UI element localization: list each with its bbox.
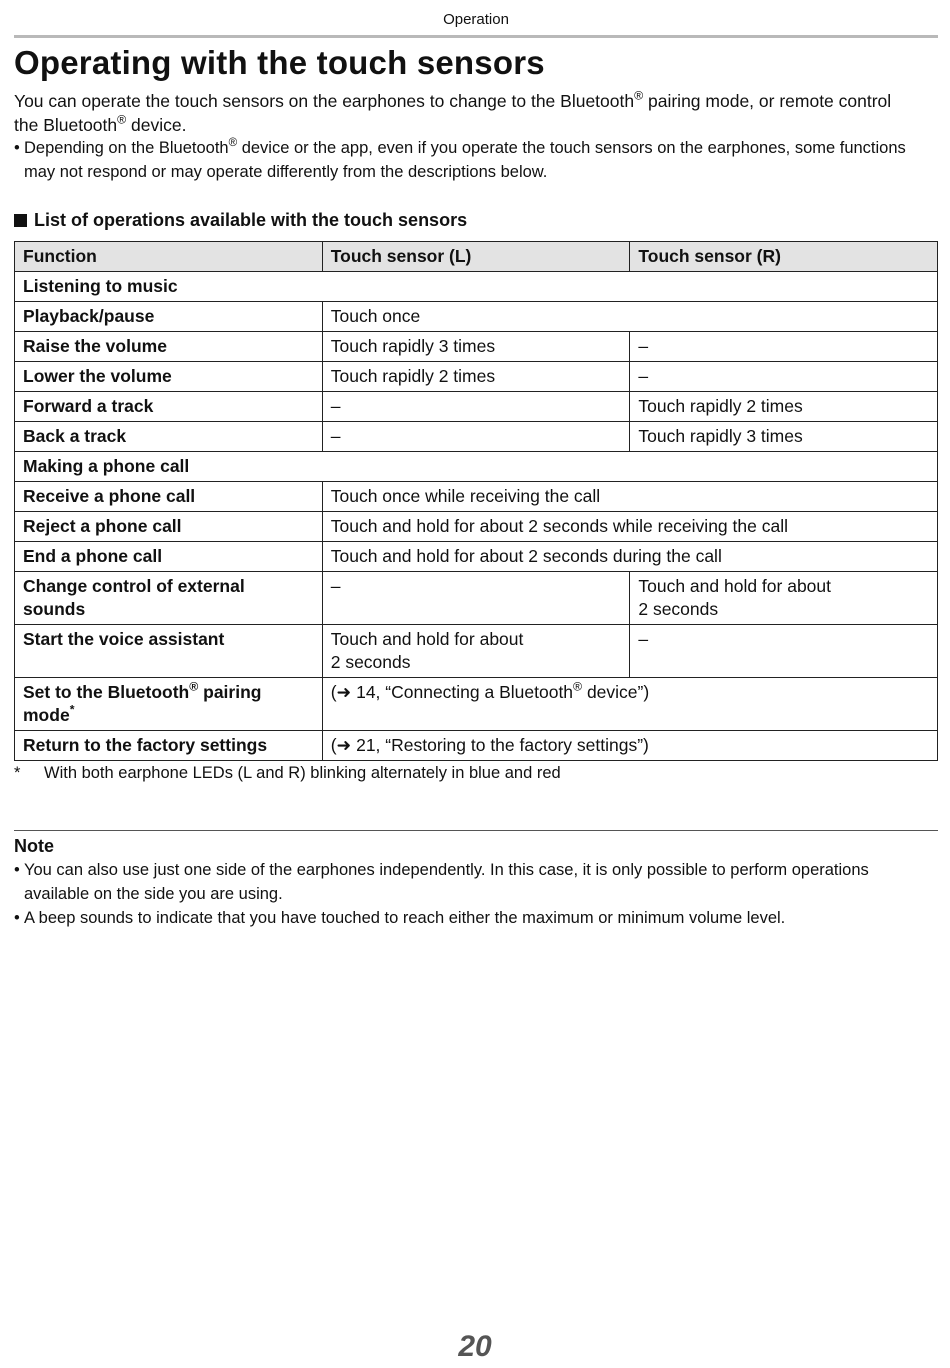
column-header-function: Function — [15, 242, 323, 272]
table-row — [15, 625, 938, 678]
function-cell: Reject a phone call — [15, 512, 323, 542]
both-sensors-cell: Touch once — [322, 302, 937, 332]
table-row — [15, 482, 938, 512]
registered-mark: ® — [573, 679, 583, 694]
both-sensors-cell: Touch and hold for about 2 seconds during the call — [322, 542, 937, 572]
function-cell: Lower the volume — [15, 362, 323, 392]
footnote-text: With both earphone LEDs (L and R) blinking alternately in blue and red — [44, 764, 561, 782]
intro-bullet: • Depending on the Bluetooth® device or the app, even if you operate the touch sensors on the earphones, some functions may not respond or may operate differently from the descriptions below. — [14, 136, 916, 184]
function-cell: End a phone call — [15, 542, 323, 572]
function-cell: Set to the Bluetooth® pairing mode* — [15, 678, 323, 731]
operations-list-heading — [14, 208, 467, 232]
intro-text-2: pairing mode, or remote control the Bluetooth — [14, 91, 892, 135]
table-header-row — [15, 242, 938, 272]
function-cell: Start the voice assistant — [15, 625, 323, 678]
left-sensor-cell: Touch rapidly 2 times — [322, 362, 630, 392]
column-header-left-sensor: Touch sensor (L) — [322, 242, 630, 272]
table-row — [15, 302, 938, 332]
registered-mark: ® — [117, 112, 127, 127]
function-cell: Back a track — [15, 422, 323, 452]
operations-list-title: List of operations available with the touch sensors — [34, 210, 468, 230]
left-sensor-cell: – — [322, 422, 630, 452]
note-item: • A beep sounds to indicate that you have touched to reach either the maximum or minimum volume level. — [14, 906, 916, 930]
group-listening-to-music: Listening to music — [15, 272, 938, 302]
left-sensor-cell: Touch and hold for about 2 seconds — [322, 625, 630, 678]
registered-mark: ® — [189, 679, 199, 694]
table-group-row — [15, 272, 938, 302]
page-number: 20 — [458, 1330, 492, 1363]
table-row — [15, 392, 938, 422]
right-sensor-cell: – — [630, 625, 938, 678]
page-title: Operating with the touch sensors — [14, 44, 545, 81]
header-divider — [14, 35, 938, 38]
function-cell: Change control of external sounds — [15, 572, 323, 625]
function-cell: Raise the volume — [15, 332, 323, 362]
right-sensor-cell: Touch and hold for about 2 seconds — [630, 572, 938, 625]
function-cell: Forward a track — [15, 392, 323, 422]
right-sensor-cell: Touch rapidly 2 times — [630, 392, 938, 422]
function-cell: Receive a phone call — [15, 482, 323, 512]
left-sensor-cell: Touch rapidly 3 times — [322, 332, 630, 362]
intro-bullets — [14, 136, 916, 184]
table-row — [15, 572, 938, 625]
table-row — [15, 678, 938, 731]
right-sensor-cell: – — [630, 362, 938, 392]
both-sensors-cell: Touch once while receiving the call — [322, 482, 937, 512]
table-footnote — [14, 762, 561, 784]
intro-text-1: You can operate the touch sensors on the earphones to change to the Bluetooth — [14, 91, 635, 111]
right-sensor-cell: Touch rapidly 3 times — [630, 422, 938, 452]
intro-paragraph — [14, 89, 916, 137]
table-row — [15, 542, 938, 572]
table-row — [15, 512, 938, 542]
note-divider — [14, 830, 938, 831]
page-section-header: Operation — [443, 11, 509, 28]
registered-mark: ® — [634, 88, 644, 103]
function-cell: Playback/pause — [15, 302, 323, 332]
function-cell: Return to the factory settings — [15, 731, 323, 761]
table-row — [15, 332, 938, 362]
registered-mark: ® — [228, 137, 238, 150]
note-list — [14, 858, 916, 930]
table-row — [15, 362, 938, 392]
square-bullet-icon — [14, 214, 27, 227]
footnote-marker: * — [69, 702, 75, 717]
note-title: Note — [14, 836, 54, 856]
footnote-mark: * — [14, 764, 21, 782]
both-sensors-cell: Touch and hold for about 2 seconds while receiving the call — [322, 512, 937, 542]
intro-text-3: device. — [126, 115, 187, 135]
touch-operations-table — [14, 241, 938, 761]
group-making-a-phone-call: Making a phone call — [15, 452, 938, 482]
table-row — [15, 422, 938, 452]
table-row — [15, 731, 938, 761]
page-reference-cell: (➜ 14, “Connecting a Bluetooth® device”) — [322, 678, 937, 731]
column-header-right-sensor: Touch sensor (R) — [630, 242, 938, 272]
right-sensor-cell: – — [630, 332, 938, 362]
table-group-row — [15, 452, 938, 482]
left-sensor-cell: – — [322, 572, 630, 625]
page-reference-cell: (➜ 21, “Restoring to the factory settings”) — [322, 731, 937, 761]
note-item: • You can also use just one side of the earphones independently. In this case, it is only possible to perform operations available on the side you are using. — [14, 858, 916, 906]
left-sensor-cell: – — [322, 392, 630, 422]
